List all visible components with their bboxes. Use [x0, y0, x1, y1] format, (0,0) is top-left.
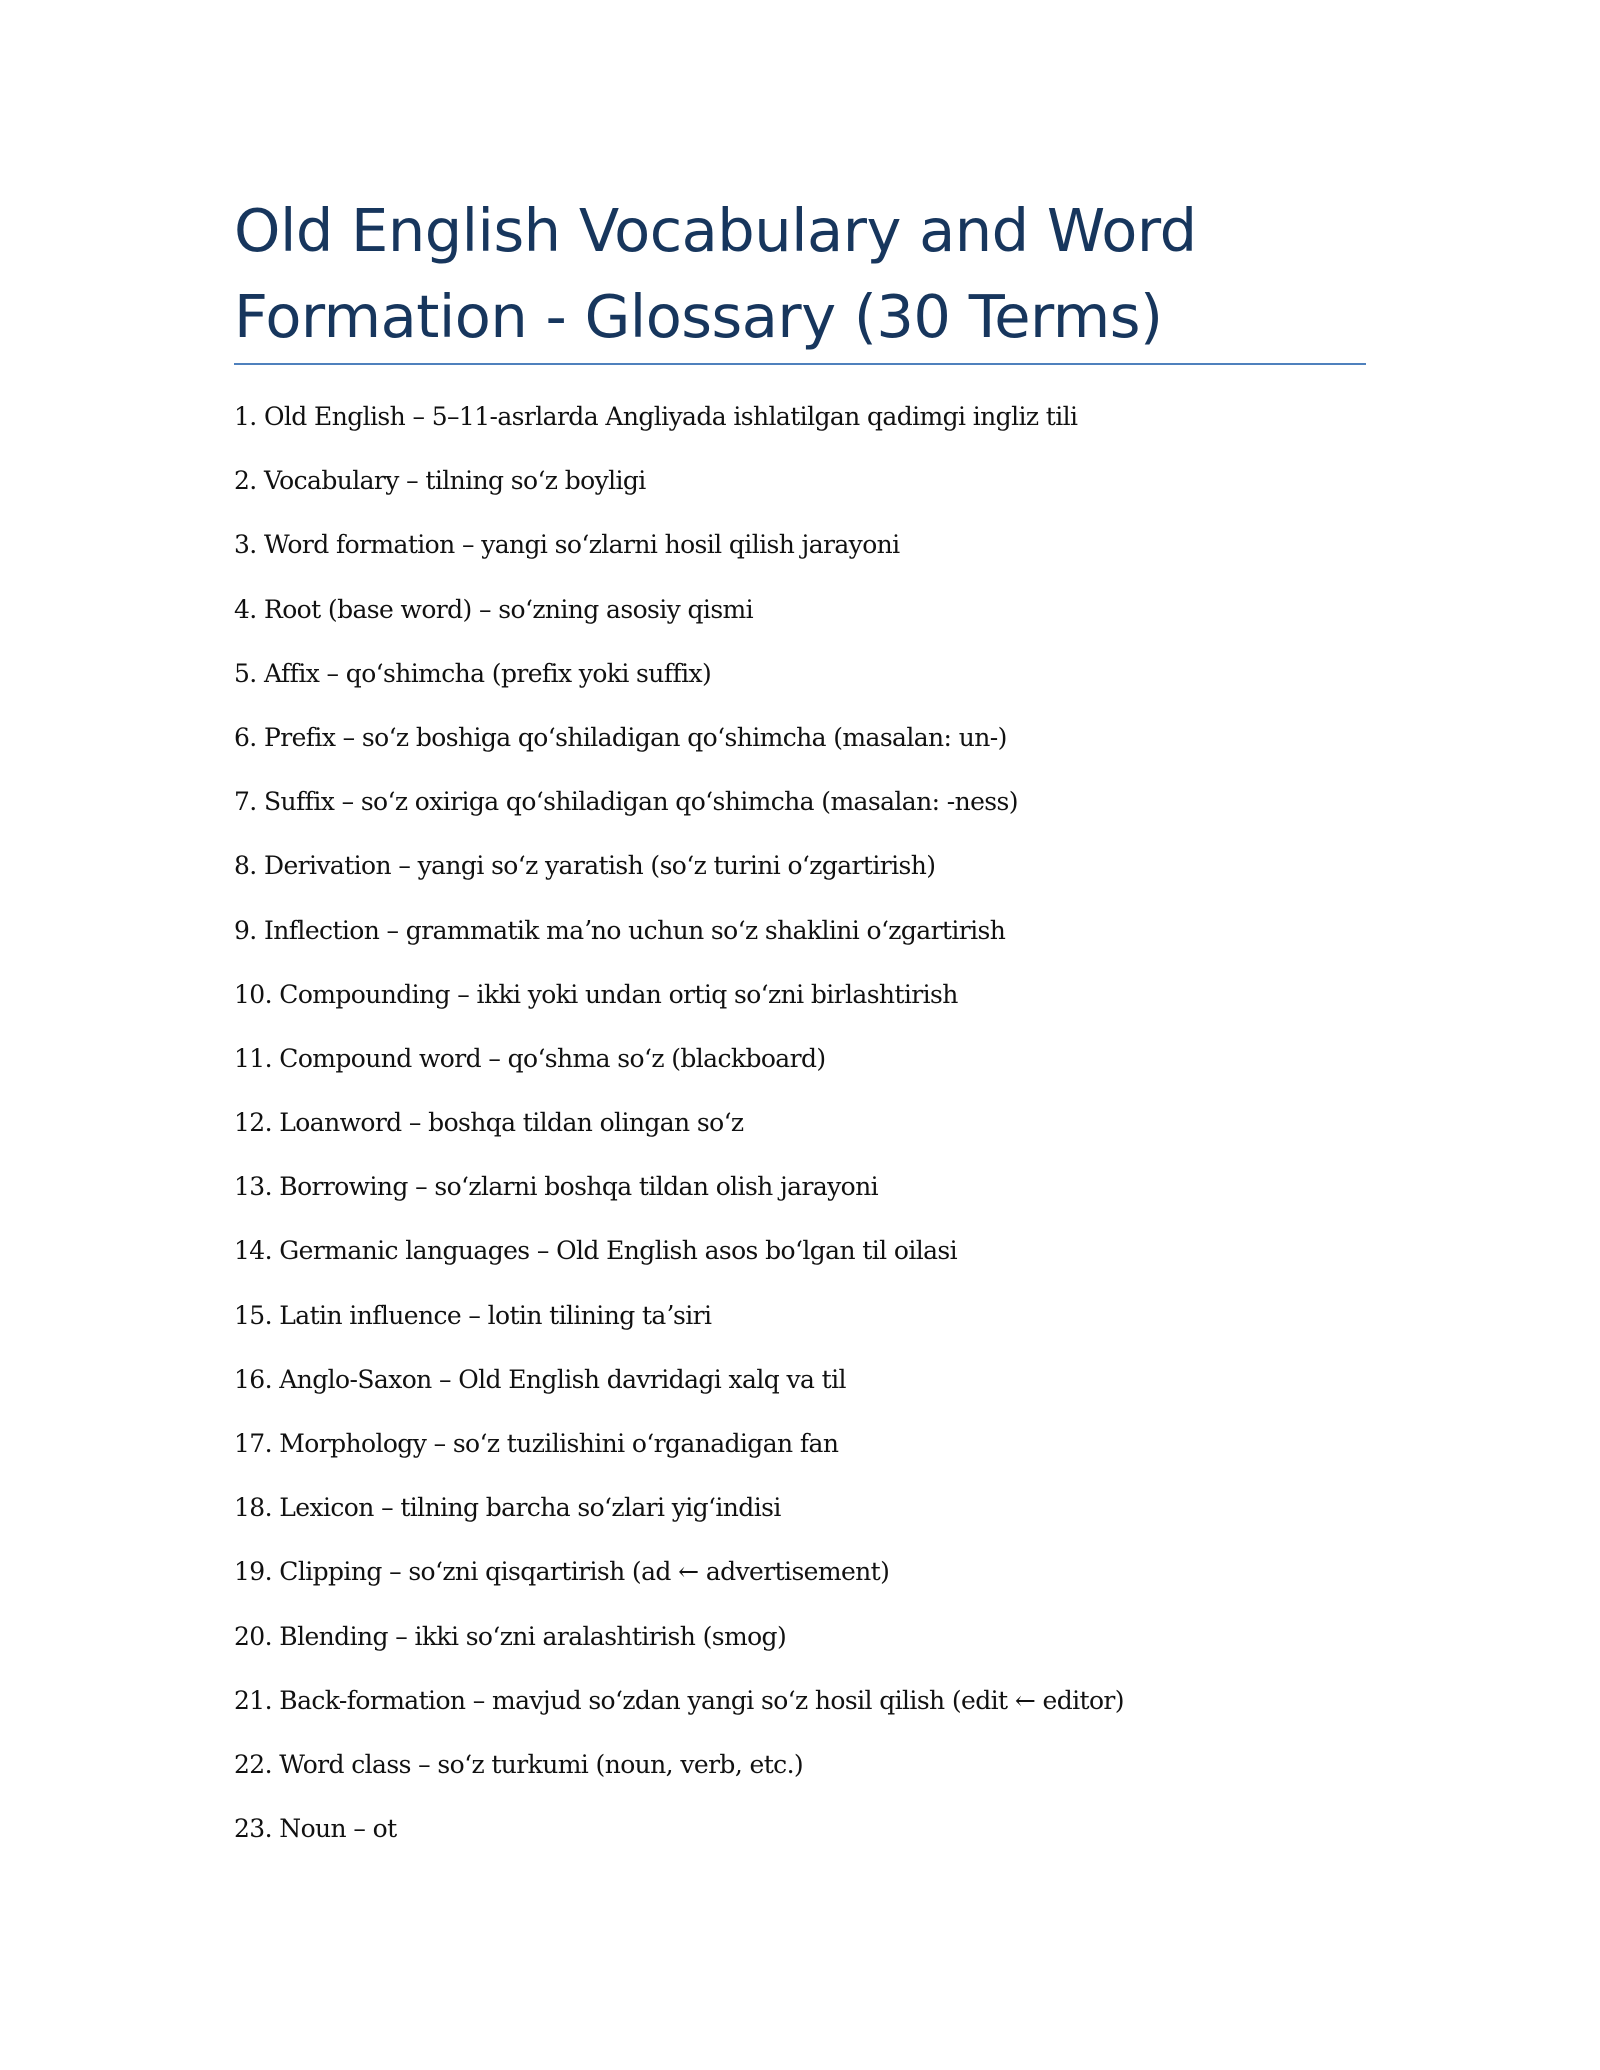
glossary-entry: 22. Word class – soʻz turkumi (noun, verb, etc.): [234, 1749, 804, 1779]
glossary-entry: 8. Derivation – yangi soʻz yaratish (soʻz turini oʻzgartirish): [234, 851, 936, 881]
glossary-entry: 17. Morphology – soʻz tuzilishini oʻrganadigan fan: [234, 1429, 839, 1458]
glossary-entry: 23. Noun – ot: [234, 1814, 397, 1844]
title-underline-rule: [234, 363, 1366, 365]
glossary-entry: 13. Borrowing – soʻzlarni boshqa tildan olish jarayoni: [234, 1172, 879, 1202]
glossary-entry: 16. Anglo-Saxon – Old English davridagi xalq va til: [234, 1364, 846, 1394]
glossary-entry: 18. Lexicon – tilning barcha soʻzlari yigʻindisi: [234, 1493, 781, 1523]
glossary-entry: 12. Loanword – boshqa tildan olingan soʻz: [234, 1108, 744, 1138]
glossary-entry: 15. Latin influence – lotin tilining taʼsiri: [234, 1300, 712, 1330]
glossary-list: [234, 402, 1366, 1878]
glossary-entry: 19. Clipping – soʻzni qisqartirish (ad ← advertisement): [234, 1557, 890, 1587]
glossary-entry: 10. Compounding – ikki yoki undan ortiq soʻzni birlashtirish: [234, 979, 958, 1009]
glossary-entry: 2. Vocabulary – tilning soʻz boyligi: [234, 466, 646, 496]
glossary-entry: 4. Root (base word) – soʻzning asosiy qismi: [234, 594, 754, 624]
glossary-entry: 1. Old English – 5–11-asrlarda Angliyada ishlatilgan qadimgi ingliz tili: [234, 402, 1078, 431]
glossary-entry: 3. Word formation – yangi soʻzlarni hosil qilish jarayoni: [234, 530, 900, 560]
glossary-entry: 5. Affix – qoʻshimcha (prefix yoki suffix): [234, 658, 712, 688]
document-page: [234, 0, 1366, 2070]
glossary-entry: 21. Back-formation – mavjud soʻzdan yangi soʻz hosil qilish (edit ← editor): [234, 1685, 1124, 1715]
glossary-entry: 7. Suffix – soʻz oxiriga qoʻshiladigan qoʻshimcha (masalan: -ness): [234, 787, 1018, 817]
glossary-entry: 14. Germanic languages – Old English asos boʻlgan til oilasi: [234, 1236, 958, 1266]
glossary-entry: 9. Inflection – grammatik maʼno uchun soʻz shaklini oʻzgartirish: [234, 915, 1006, 945]
glossary-entry: 6. Prefix – soʻz boshiga qoʻshiladigan qoʻshimcha (masalan: un-): [234, 722, 1007, 752]
document-title: Old English Vocabulary and Word Formation - Glossary (30 Terms): [234, 196, 1197, 351]
glossary-entry: 11. Compound word – qoʻshma soʻz (blackboard): [234, 1043, 826, 1073]
glossary-entry: 20. Blending – ikki soʻzni aralashtirish (smog): [234, 1621, 787, 1651]
